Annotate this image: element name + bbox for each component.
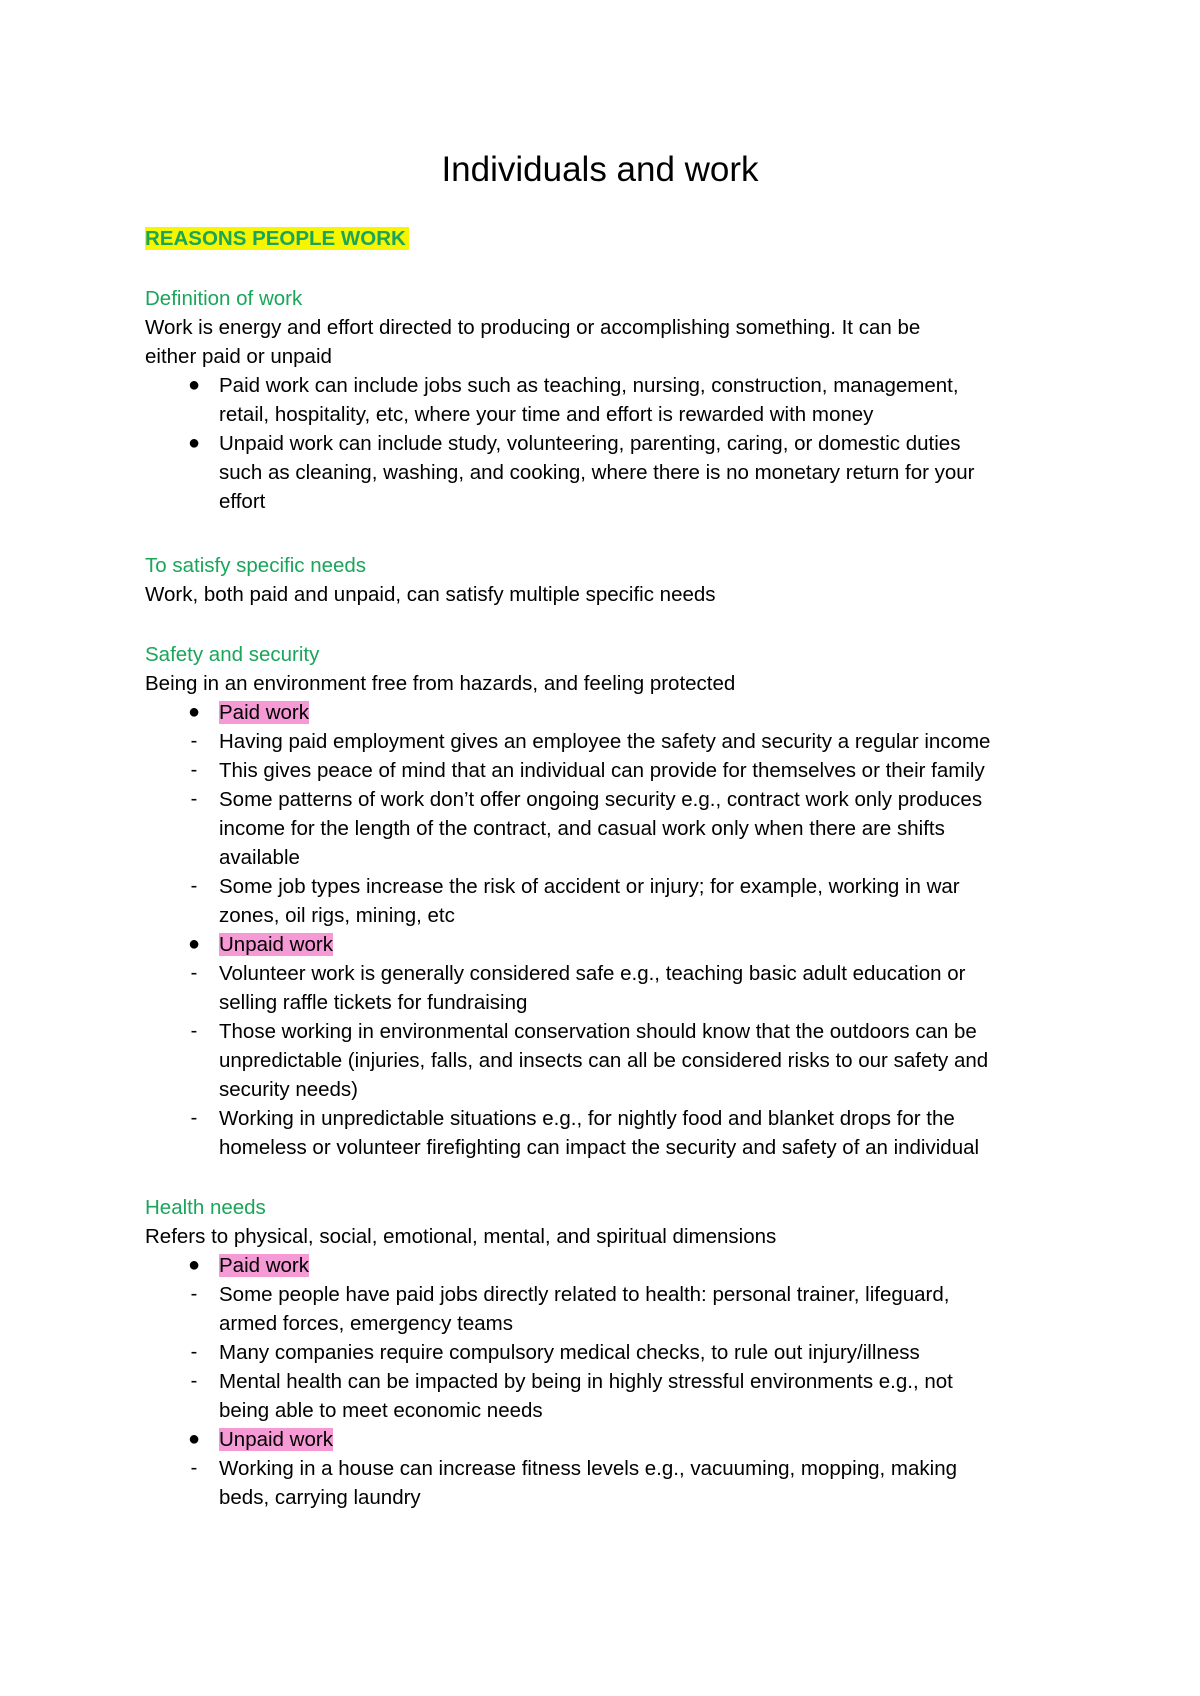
section-banner (145, 224, 409, 253)
item-line: Those working in environmental conservation should know that the outdoors can be (219, 1020, 977, 1043)
bullet-item (187, 371, 959, 429)
bullet-icon: ● (187, 432, 201, 454)
dash-item (190, 959, 966, 1017)
bullet-item (187, 1425, 333, 1454)
item-line: being able to meet economic needs (219, 1399, 543, 1422)
item-line: Some patterns of work don’t offer ongoing security e.g., contract work only produces (219, 788, 983, 811)
item-line: beds, carrying laundry (219, 1486, 421, 1509)
dash-item (190, 872, 960, 930)
item-line: selling raffle tickets for fundraising (219, 991, 528, 1014)
item-line: available (219, 846, 300, 869)
dash-item (190, 1367, 953, 1425)
item-line: Working in unpredictable situations e.g., for nightly food and blanket drops for the (219, 1107, 955, 1130)
dash-icon: - (190, 1283, 198, 1305)
item-line: armed forces, emergency teams (219, 1312, 513, 1335)
heading-safety: Safety and security (145, 643, 320, 666)
highlight-label: Unpaid work (219, 933, 333, 956)
item-line: Mental health can be impacted by being in highly stressful environments e.g., not (219, 1370, 953, 1393)
item-line: Some people have paid jobs directly related to health: personal trainer, lifeguard, (219, 1283, 950, 1306)
bullet-icon: ● (187, 701, 201, 723)
item-line: such as cleaning, washing, and cooking, where there is no monetary return for your (219, 461, 975, 484)
paragraph-line: Work, both paid and unpaid, can satisfy multiple specific needs (145, 583, 716, 606)
highlight-label: Unpaid work (219, 1428, 333, 1451)
item-line: Volunteer work is generally considered safe e.g., teaching basic adult education or (219, 962, 966, 985)
dash-icon: - (190, 875, 198, 897)
item-line: Working in a house can increase fitness levels e.g., vacuuming, mopping, making (219, 1457, 958, 1480)
item-line: Having paid employment gives an employee the safety and security a regular income (219, 730, 991, 753)
item-line: effort (219, 490, 266, 513)
dash-icon: - (190, 962, 198, 984)
dash-icon: - (190, 759, 198, 781)
dash-icon: - (190, 1020, 198, 1042)
item-line: homeless or volunteer firefighting can impact the security and safety of an individual (219, 1136, 980, 1159)
dash-icon: - (190, 1370, 198, 1392)
page-title: Individuals and work (441, 150, 759, 189)
item-line: security needs) (219, 1078, 359, 1101)
dash-icon: - (190, 788, 198, 810)
bullet-icon: ● (187, 933, 201, 955)
item-line: unpredictable (injuries, falls, and insects can all be considered risks to our safety and (219, 1049, 989, 1072)
bullet-item (187, 698, 310, 727)
dash-item (190, 1338, 920, 1367)
bullet-item (187, 1251, 310, 1280)
item-line: income for the length of the contract, and casual work only when there are shifts (219, 817, 945, 840)
heading-needs: To satisfy specific needs (145, 554, 367, 577)
highlight-label: Paid work (219, 1254, 310, 1277)
item-line: Paid work can include jobs such as teaching, nursing, construction, management, (219, 374, 959, 397)
dash-icon: - (190, 1457, 198, 1479)
dash-item (190, 1104, 980, 1162)
dash-item (190, 1280, 950, 1338)
dash-item (190, 785, 983, 872)
item-line: retail, hospitality, etc, where your time and effort is rewarded with money (219, 403, 874, 426)
dash-item (190, 1454, 958, 1512)
item-line: Many companies require compulsory medical checks, to rule out injury/illness (219, 1341, 920, 1364)
paragraph-line: Work is energy and effort directed to producing or accomplishing something. It can be (145, 316, 921, 339)
dash-item (190, 756, 985, 785)
dash-icon: - (190, 1107, 198, 1129)
dash-icon: - (190, 730, 198, 752)
bullet-item (187, 930, 333, 959)
paragraph-line: Being in an environment free from hazards, and feeling protected (145, 672, 736, 695)
section-banner-text: REASONS PEOPLE WORK (145, 227, 409, 250)
paragraph-line: either paid or unpaid (145, 345, 332, 368)
paragraph-line: Refers to physical, social, emotional, mental, and spiritual dimensions (145, 1225, 777, 1248)
bullet-icon: ● (187, 1254, 201, 1276)
bullet-icon: ● (187, 374, 201, 396)
item-line: This gives peace of mind that an individual can provide for themselves or their family (219, 759, 985, 782)
item-line: zones, oil rigs, mining, etc (219, 904, 455, 927)
bullet-item (187, 429, 975, 516)
dash-item (190, 1017, 989, 1104)
dash-item (190, 727, 991, 756)
bullet-icon: ● (187, 1428, 201, 1450)
dash-icon: - (190, 1341, 198, 1363)
heading-health: Health needs (145, 1196, 266, 1219)
item-line: Unpaid work can include study, volunteering, parenting, caring, or domestic duties (219, 432, 961, 455)
item-line: Some job types increase the risk of accident or injury; for example, working in war (219, 875, 960, 898)
heading-definition: Definition of work (145, 287, 303, 310)
highlight-label: Paid work (219, 701, 310, 724)
